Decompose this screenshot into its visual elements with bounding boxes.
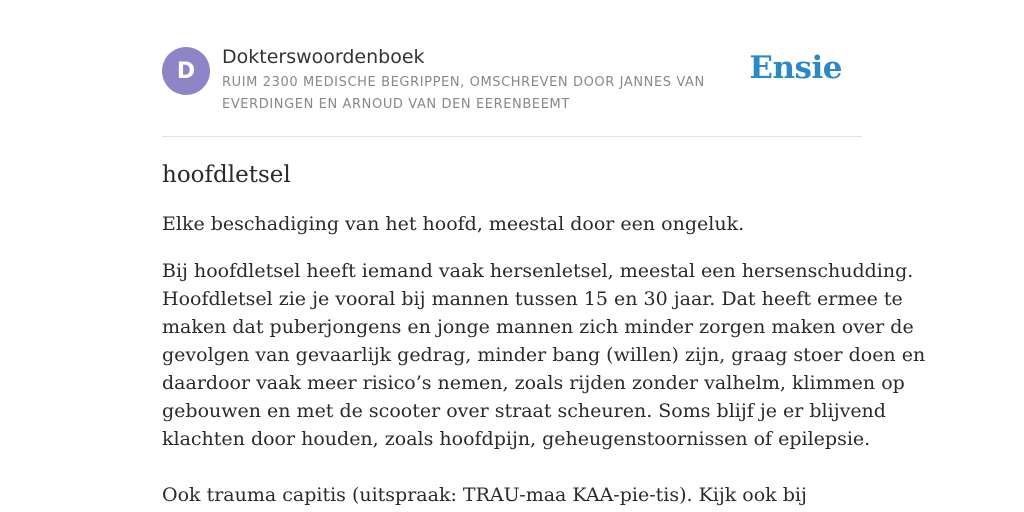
dictionary-subtitle: RUIM 2300 MEDISCHE BEGRIPPEN, OMSCHREVEN DOOR JANNES VAN EVERDINGEN EN ARNOUD VAN DEN EERENBEEMT [222, 75, 705, 112]
explanation-line: gevolgen van gevaarlijk gedrag, minder bang (willen) zijn, graag stoer doen en [162, 344, 926, 366]
synonym-line: Ook trauma capitis (uitspraak: TRAU-maa KAA-pie-tis). Kijk ook bij [162, 484, 807, 506]
entry-definition: Elke beschadiging van het hoofd, meestal door een ongeluk. [162, 213, 745, 235]
entry-content [162, 158, 926, 509]
explanation-line: gebouwen en met de scooter over straat scheuren. Soms blijf je er blijvend [162, 400, 886, 422]
entry-term: hoofdletsel [162, 162, 291, 188]
ensie-logo-link[interactable]: Ensie [749, 50, 842, 86]
dictionary-title[interactable]: Dokterswoordenboek [222, 46, 425, 68]
explanation-line: klachten door houden, zoals hoofdpijn, geheugenstoornissen of epilepsie. [162, 428, 871, 450]
explanation-line: maken dat puberjongens en jonge mannen zich minder zorgen maken over de [162, 316, 914, 338]
explanation-line: Bij hoofdletsel heeft iemand vaak hersenletsel, meestal een hersenschudding. [162, 260, 914, 282]
dictionary-avatar[interactable]: D [162, 47, 210, 95]
entry-explanation [162, 257, 926, 509]
explanation-line: Hoofdletsel zie je vooral bij mannen tussen 15 en 30 jaar. Dat heeft ermee te [162, 288, 903, 310]
dictionary-header [162, 44, 862, 137]
explanation-line: daardoor vaak meer risico’s nemen, zoals rijden zonder valhelm, klimmen op [162, 372, 905, 394]
